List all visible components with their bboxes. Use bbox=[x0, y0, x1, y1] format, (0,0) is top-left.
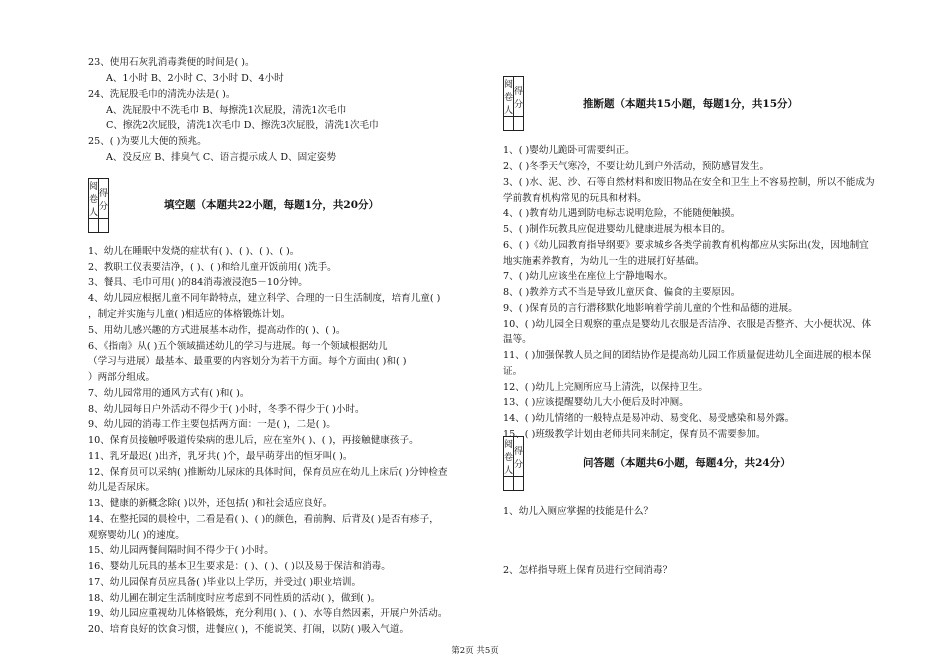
fill-line: 幼儿是否尿床。 bbox=[88, 482, 156, 493]
score-cell bbox=[99, 219, 109, 233]
fill-line: 7、幼儿园常用的通风方式有( )和( )。 bbox=[88, 388, 250, 399]
fill-section-title: 填空题（本题共22小题，每题1分，共20分） bbox=[164, 199, 380, 211]
judge-line: 15、( )班级教学计划由老师共同来制定，保育员不需要参加。 bbox=[503, 429, 766, 440]
fill-line: 19、幼儿园应重视幼儿体格锻炼，充分利用( )、( )、水等自然因素，开展户外活动。 bbox=[88, 608, 448, 619]
qa-line: 2、怎样指导班上保育员进行空间消毒？ bbox=[503, 565, 673, 576]
fill-line: 18、幼儿圃在制定生活制度时应考虑到不同性质的活动( )，做到( )。 bbox=[88, 593, 381, 604]
fill-line: 2、教职工仪表要洁净，( )、( )和给儿童开饭前用( )洗手。 bbox=[88, 262, 337, 273]
judge-line: 2、( )冬季天气寒冷，不要让幼儿到户外活动，预防感冒发生。 bbox=[503, 161, 770, 172]
fill-line: ，制定并实施与儿童( )相适应的体格锻炼计划。 bbox=[88, 309, 291, 320]
judge-line: 温等。 bbox=[503, 334, 532, 345]
judge-line: 地实施素养教育，为幼儿一生的进展打好基础。 bbox=[503, 256, 705, 267]
score-header-score: 得分 bbox=[514, 437, 524, 477]
fill-line: 8、幼儿园每日户外活动不得少于( )小时，冬季不得少于( )小时。 bbox=[88, 404, 365, 415]
score-header-grader: 阅卷人 bbox=[504, 437, 514, 477]
judge-line: 11、( )加强保教人员之间的团结协作是提高幼儿园工作质量促进幼儿全面进展的根本保 bbox=[503, 350, 872, 361]
fill-line: 12、保育员可以采纳( )推断幼儿尿床的具体时间，保育员应在幼儿上床后( )分钟检查 bbox=[88, 467, 448, 478]
fill-line: 观察婴幼儿( )的速度。 bbox=[88, 530, 185, 541]
fill-line: 20、培育良好的饮食习惯，进餐应( )，不能说笑、打闹，以防( )吸入气道。 bbox=[88, 624, 410, 635]
score-table bbox=[88, 178, 109, 233]
qa-section-title: 问答题（本题共6小题，每题4分，共24分） bbox=[583, 457, 791, 469]
judge-line: 14、( )幼儿情绪的一般特点是易冲动、易变化、易受感染和易外露。 bbox=[503, 413, 795, 424]
fill-line: 5、用幼儿感兴趣的方式进展基本动作，提高动作的( )、( )。 bbox=[88, 325, 346, 336]
fill-line: 17、幼儿园保育员应具备( )毕业以上学历，并受过( )职业培训。 bbox=[88, 577, 362, 588]
judge-line: 7、( )幼儿应该坐在座位上宁静地喝水。 bbox=[503, 271, 674, 282]
score-table bbox=[503, 436, 524, 491]
fill-line: 1、幼儿在睡眠中发烧的症状有( )、( )、( )、( )。 bbox=[88, 246, 300, 257]
score-header-score: 得分 bbox=[514, 77, 524, 117]
mc-line: 24、洗屁股毛巾的清洗办法是( )。 bbox=[88, 89, 236, 100]
score-header-score: 得分 bbox=[99, 179, 109, 219]
fill-line: ）两部分组成。 bbox=[88, 372, 156, 383]
score-cell bbox=[504, 477, 514, 491]
judge-line: 12、( )幼儿上完厕所应马上清洗，以保持卫生。 bbox=[503, 382, 709, 393]
mc-line: 23、使用石灰乳消毒粪便的时间是( )。 bbox=[88, 57, 255, 68]
fill-line: 9、幼儿园的消毒工作主要包括两方面：一是( )，二是( )。 bbox=[88, 419, 336, 430]
fill-line: 6、《指南》从( )五个领域描述幼儿的学习与进展。每一个领域根据幼儿 bbox=[88, 341, 388, 352]
judge-line: 1、( )婴幼儿跪卧可需要纠正。 bbox=[503, 145, 635, 156]
fill-line: 15、幼儿园两餐间隔时间不得少于( )小时。 bbox=[88, 545, 274, 556]
page-number: 第2页 共5页 bbox=[451, 646, 499, 656]
score-cell bbox=[504, 117, 514, 131]
mc-line: A、没反应 B、排臭气 C、语言提示成人 D、固定姿势 bbox=[106, 152, 337, 163]
judge-line: 8、( )教养方式不当是导致儿童厌食、偏食的主要原因。 bbox=[503, 287, 741, 298]
judge-section-title: 推断题（本题共15小题，每题1分，共15分） bbox=[583, 98, 799, 110]
mc-line: C、擦洗2次屁股，清洗1次毛巾 D、擦洗3次屁股，清洗1次毛巾 bbox=[106, 120, 379, 131]
judge-line: 证。 bbox=[503, 366, 523, 377]
judge-line: 10、( )幼儿园全日观察的重点是婴幼儿衣服是否洁净、衣服是否整齐、大小便状况、体 bbox=[503, 319, 872, 330]
judge-line: 13、( )应该提醒婴幼儿大小便后及时冲厕。 bbox=[503, 397, 689, 408]
fill-line: 3、餐具、毛巾可用( )的84消毒液浸泡5－10分钟。 bbox=[88, 277, 308, 288]
score-cell bbox=[514, 477, 524, 491]
score-header-grader: 阅卷人 bbox=[89, 179, 99, 219]
score-table bbox=[503, 76, 524, 131]
fill-line: 10、保育员接触呼吸道传染病的患儿后，应在室外( )、( )，再接触健康孩子。 bbox=[88, 435, 419, 446]
score-cell bbox=[514, 117, 524, 131]
score-cell bbox=[89, 219, 99, 233]
qa-line: 1、幼儿入厕应掌握的技能是什么？ bbox=[503, 506, 654, 517]
mc-line: 25、( )为要儿大便的预兆。 bbox=[88, 136, 207, 147]
mc-line: A、洗屁股中不洗毛巾 B、每擦洗1次屁股，清洗1次毛巾 bbox=[106, 105, 347, 116]
judge-line: 5、( )制作玩教具应促进婴幼儿健康进展为根本目的。 bbox=[503, 224, 731, 235]
judge-line: 学前教育机构常见的玩具和材料。 bbox=[503, 193, 647, 204]
mc-line: A、1小时 B、2小时 C、3小时 D、4小时 bbox=[106, 73, 284, 84]
judge-line: 9、( )保育员的言行潜移默化地影响着学前儿童的个性和品德的进展。 bbox=[503, 303, 798, 314]
fill-line: （学习与进展）最基本、最重要的内容划分为若干方面。每个方面由( )和( ) bbox=[88, 356, 407, 367]
judge-line: 4、( )教育幼儿遇到防电标志说明危险，不能随便触摸。 bbox=[503, 208, 741, 219]
fill-line: 13、健康的新概念除( )以外，还包括( )和社会适应良好。 bbox=[88, 498, 333, 509]
fill-line: 11、乳牙最迟( )出齐，乳牙共( )个，最早萌芽出的恒牙叫( )。 bbox=[88, 451, 353, 462]
score-header-grader: 阅卷人 bbox=[504, 77, 514, 117]
judge-line: 3、( )水、泥、沙、石等自然材料和废旧物品在安全和卫生上不容易控制，所以不能成为 bbox=[503, 177, 875, 188]
fill-line: 14、在整托园的晨检中，二看是看( )、( )的颜色，看前胸、后背及( )是否有疹子， bbox=[88, 514, 439, 525]
fill-line: 4、幼儿园应根据儿童不同年龄特点，建立科学、合理的一日生活制度，培育儿童( ) bbox=[88, 293, 441, 304]
judge-line: 6、( )《幼儿园教育指导纲要》要求城乡各类学前教育机构都应从实际出(发，因地制宜 bbox=[503, 240, 869, 251]
fill-line: 16、婴幼儿玩具的基本卫生要求是：( )、( )、( )以及易于保洁和消毒。 bbox=[88, 561, 391, 572]
